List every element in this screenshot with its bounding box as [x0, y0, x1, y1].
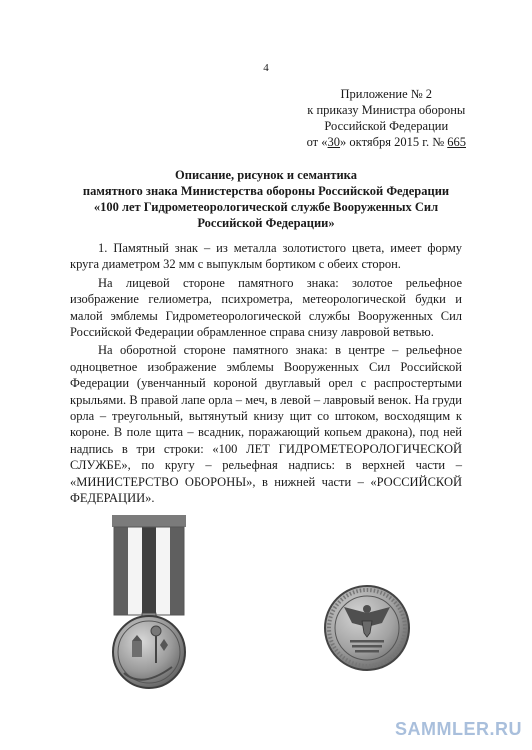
document-title: [60, 167, 472, 231]
paragraph: На оборотной стороне памятного знака: в центре – рельефное одноцветное изображение эмблемы Вооруженных Сил Российской Федерации (увенчанный короной двуглавый орел с распростертыми крыльями. В правой лапе орла – меч, в левой – лавровый венок. На груди орла – треугольный, вытянутый книзу щит со штоком, восходящим к короне. В поле щита – всадник, поражающий копьем дракона), под ней надпись в три строки: «100 ЛЕТ ГИДРОМЕТЕОРОЛОГИЧЕСКОЙ СЛУЖБЕ», по кругу – рельефная надпись: в верхней части – «МИНИСТЕРСТВО ОБОРОНЫ», в нижней части – «РОССИЙСКОЙ ФЕДЕРАЦИИ».: [70, 343, 462, 506]
body-text: [70, 240, 462, 507]
date-day: 30: [327, 135, 341, 149]
appendix-header: [307, 86, 466, 150]
date-prefix: от «: [306, 135, 328, 149]
watermark-text: SAMMLER.RU: [395, 719, 522, 739]
paragraph: 1. Памятный знак – из металла золотистого цвета, имеет форму круга диаметром 32 мм с выпуклым бортиком с обеих сторон.: [70, 241, 462, 272]
title-line: Описание, рисунок и семантика: [175, 168, 357, 182]
title-line: «100 лет Гидрометеорологической службе Вооруженных Сил: [93, 200, 439, 214]
appendix-line: Российской Федерации: [324, 119, 449, 133]
page-number: 4: [263, 62, 269, 74]
paragraph: На лицевой стороне памятного знака: золотое рельефное изображение гелиометра, психрометра, метеорологической будки и малой эмблемы Гидрометеорологической службы Вооруженных Сил Российской Федерации обрамленное справа снизу лавровой ветвью.: [70, 275, 462, 340]
appendix-date-line: [307, 134, 466, 150]
title-line: Российской Федерации»: [197, 216, 335, 230]
date-mid: » октября 2015 г. №: [340, 135, 448, 149]
appendix-line: к приказу Министра обороны: [307, 103, 466, 117]
medal-front-image: [106, 513, 192, 693]
title-line: памятного знака Министерства обороны Российской Федерации: [82, 184, 450, 198]
medal-back-image: [322, 583, 412, 673]
appendix-line: Приложение № 2: [340, 87, 433, 101]
order-number: 665: [447, 135, 466, 149]
